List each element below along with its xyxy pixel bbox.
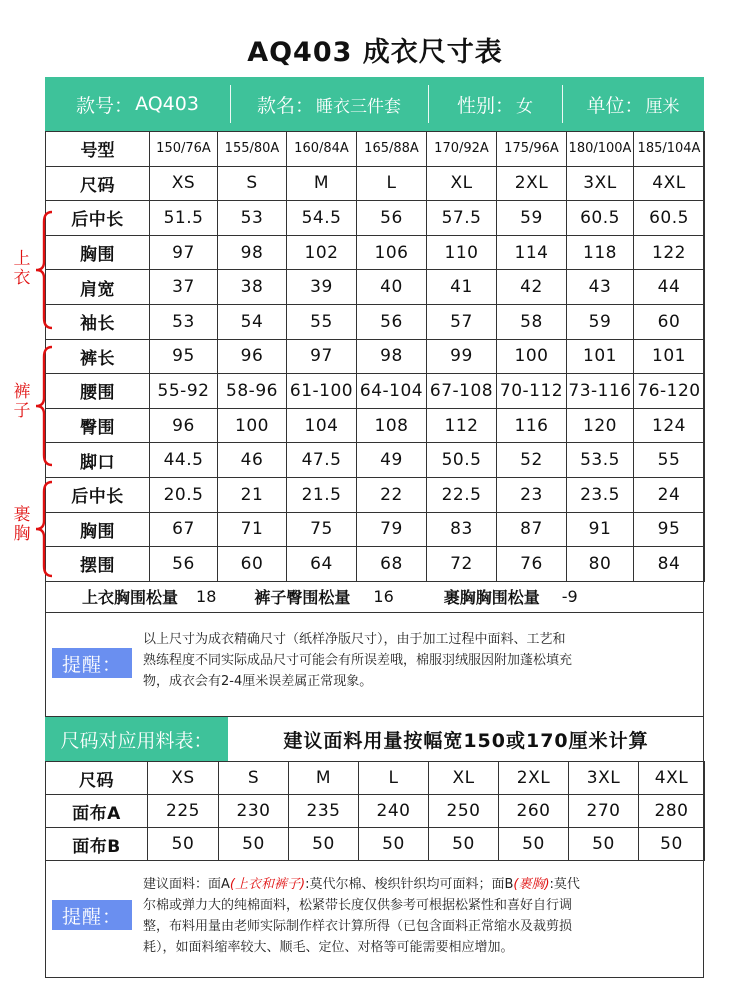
info-header-bar xyxy=(45,77,704,131)
table-cell: 56 xyxy=(357,304,427,339)
row-label: 胸围 xyxy=(46,512,150,547)
pants-ease-label: 裤子臀围松量 xyxy=(254,588,351,607)
gender-value: 女 xyxy=(516,96,533,117)
style-name-key: 款名： xyxy=(256,94,314,117)
table-cell: 83 xyxy=(427,512,497,547)
pants-ease-value: 16 xyxy=(373,587,394,606)
table-row xyxy=(46,339,705,374)
table-cell: 56 xyxy=(357,201,427,236)
table-cell: M xyxy=(289,762,359,795)
table-cell: 110 xyxy=(427,235,497,270)
size-note xyxy=(45,613,704,717)
table-cell: 76 xyxy=(497,547,567,582)
note-line xyxy=(143,874,703,895)
table-cell: 91 xyxy=(567,512,634,547)
gender-cell xyxy=(428,77,562,131)
top-ease-value: 18 xyxy=(196,587,217,606)
table-cell: 72 xyxy=(427,547,497,582)
table-cell: 75 xyxy=(287,512,357,547)
table-cell: 160/84A xyxy=(287,132,357,167)
fabric-header-label: 尺码对应用料表： xyxy=(45,717,228,761)
table-cell: 2XL xyxy=(499,762,569,795)
table-cell: 118 xyxy=(567,235,634,270)
table-row xyxy=(46,547,705,582)
table-cell: 96 xyxy=(150,408,218,443)
table-cell: 41 xyxy=(427,270,497,305)
table-cell: 71 xyxy=(218,512,287,547)
unit-value: 厘米 xyxy=(645,96,680,117)
table-cell: 180/100A xyxy=(567,132,634,167)
note-line: 整，布料用量由老师实际制作样衣计算所得（已包含面料正常缩水及裁剪损 xyxy=(143,919,573,934)
table-cell: 104 xyxy=(287,408,357,443)
table-cell: 68 xyxy=(357,547,427,582)
table-cell: M xyxy=(287,166,357,201)
table-cell: S xyxy=(218,166,287,201)
table-row xyxy=(46,477,705,512)
table-cell: 64 xyxy=(287,547,357,582)
table-cell: 53.5 xyxy=(567,443,634,478)
table-cell: 50 xyxy=(359,828,429,861)
table-cell: 102 xyxy=(287,235,357,270)
fabric-header xyxy=(45,717,704,761)
table-row xyxy=(46,408,705,443)
table-cell: 235 xyxy=(289,795,359,828)
note-segment: :莫代 xyxy=(549,877,580,892)
table-cell: 50 xyxy=(429,828,499,861)
table-cell: 185/104A xyxy=(634,132,705,167)
table-cell: 250 xyxy=(429,795,499,828)
table-cell: 46 xyxy=(218,443,287,478)
table-row xyxy=(46,374,705,409)
table-cell: 225 xyxy=(148,795,219,828)
table-cell: 150/76A xyxy=(150,132,218,167)
size-table xyxy=(45,131,705,582)
table-cell: 55 xyxy=(634,443,705,478)
table-cell: 50 xyxy=(569,828,639,861)
table-cell: 51.5 xyxy=(150,201,218,236)
note-line: 熟练程度不同实际成品尺寸可能会有所误差哦，棉服羽绒服因附加蓬松填充 xyxy=(143,653,573,668)
group-char: 裹 xyxy=(13,505,31,525)
table-cell: 95 xyxy=(150,339,218,374)
table-cell: 49 xyxy=(357,443,427,478)
table-cell: 260 xyxy=(499,795,569,828)
table-cell: 39 xyxy=(287,270,357,305)
fabric-note xyxy=(45,860,704,978)
table-cell: 76-120 xyxy=(634,374,705,409)
group-label-pants xyxy=(12,383,32,421)
table-cell: 57 xyxy=(427,304,497,339)
table-cell: S xyxy=(219,762,289,795)
table-cell: 96 xyxy=(218,339,287,374)
table-cell: 116 xyxy=(497,408,567,443)
table-cell: 64-104 xyxy=(357,374,427,409)
table-row xyxy=(46,828,705,861)
table-cell: 60.5 xyxy=(634,201,705,236)
table-cell: 95 xyxy=(634,512,705,547)
table-cell: 240 xyxy=(359,795,429,828)
bra-ease-value: -9 xyxy=(561,587,578,606)
table-cell: 21 xyxy=(218,477,287,512)
group-char: 子 xyxy=(13,401,31,421)
table-cell: 97 xyxy=(150,235,218,270)
note-highlight: (裹胸) xyxy=(513,877,550,892)
table-row xyxy=(46,762,705,795)
table-cell: XS xyxy=(150,166,218,201)
table-cell: 4XL xyxy=(634,166,705,201)
style-name-cell xyxy=(230,77,428,131)
fabric-header-text: 建议面料用量按幅宽150或170厘米计算 xyxy=(283,729,649,752)
pants-group-brace xyxy=(32,345,54,467)
table-cell: XL xyxy=(427,166,497,201)
row-label: 后中长 xyxy=(46,201,150,236)
table-cell: 58 xyxy=(497,304,567,339)
table-cell: 108 xyxy=(357,408,427,443)
table-cell: 60.5 xyxy=(567,201,634,236)
table-cell: L xyxy=(357,166,427,201)
table-cell: 54.5 xyxy=(287,201,357,236)
table-cell: 42 xyxy=(497,270,567,305)
table-cell: 100 xyxy=(497,339,567,374)
note-line: 耗），如面料缩率较大、顺毛、定位、对格等可能需要相应增加。 xyxy=(143,940,514,955)
table-cell: 52 xyxy=(497,443,567,478)
table-cell: 50.5 xyxy=(427,443,497,478)
table-row xyxy=(46,132,705,167)
bra-ease-label: 裹胸胸围松量 xyxy=(443,588,540,607)
row-label: 面布B xyxy=(46,828,148,861)
row-label: 尺码 xyxy=(46,762,148,795)
row-label: 肩宽 xyxy=(46,270,150,305)
table-row xyxy=(46,235,705,270)
table-cell: 122 xyxy=(634,235,705,270)
table-cell: 60 xyxy=(634,304,705,339)
table-cell: 58-96 xyxy=(218,374,287,409)
unit-key: 单位： xyxy=(586,94,644,117)
page-title: AQ403 成衣尺寸表 xyxy=(247,37,503,68)
table-cell: 50 xyxy=(289,828,359,861)
table-row xyxy=(46,795,705,828)
table-cell: 84 xyxy=(634,547,705,582)
note-segment: 建议面料：面A xyxy=(143,877,230,892)
group-char: 上 xyxy=(13,249,31,269)
row-label: 摆围 xyxy=(46,547,150,582)
table-cell: 50 xyxy=(499,828,569,861)
table-cell: 44 xyxy=(634,270,705,305)
remind-badge: 提醒： xyxy=(52,900,132,930)
table-cell: 50 xyxy=(639,828,705,861)
table-cell: 37 xyxy=(150,270,218,305)
note-segment: :莫代尔棉、梭织针织均可面料；面B xyxy=(305,877,514,892)
table-cell: 170/92A xyxy=(427,132,497,167)
table-row xyxy=(46,270,705,305)
row-label: 胸围 xyxy=(46,235,150,270)
table-cell: 98 xyxy=(357,339,427,374)
table-cell: 47.5 xyxy=(287,443,357,478)
note-line: 物，成衣会有2-4厘米误差属正常现象。 xyxy=(143,674,373,689)
fabric-table xyxy=(45,761,705,861)
table-cell: 22 xyxy=(357,477,427,512)
table-cell: 56 xyxy=(150,547,218,582)
table-cell: 87 xyxy=(497,512,567,547)
row-label: 后中长 xyxy=(46,477,150,512)
group-label-top xyxy=(12,250,32,288)
table-cell: 59 xyxy=(497,201,567,236)
table-cell: L xyxy=(359,762,429,795)
table-cell: 114 xyxy=(497,235,567,270)
table-cell: 23.5 xyxy=(567,477,634,512)
row-label: 脚口 xyxy=(46,443,150,478)
row-label: 臀围 xyxy=(46,408,150,443)
table-cell: 101 xyxy=(567,339,634,374)
table-cell: 57.5 xyxy=(427,201,497,236)
note-line: 以上尺寸为成衣精确尺寸（纸样净版尺寸），由于加工过程中面料、工艺和 xyxy=(143,632,566,647)
table-cell: 4XL xyxy=(639,762,705,795)
table-cell: 21.5 xyxy=(287,477,357,512)
table-cell: 44.5 xyxy=(150,443,218,478)
table-cell: 98 xyxy=(218,235,287,270)
table-row xyxy=(46,166,705,201)
row-label: 腰围 xyxy=(46,374,150,409)
style-no-cell xyxy=(45,77,230,131)
row-label: 尺码 xyxy=(46,166,150,201)
top-group-brace xyxy=(32,210,54,330)
row-label: 袖长 xyxy=(46,304,150,339)
table-cell: 80 xyxy=(567,547,634,582)
table-row xyxy=(46,304,705,339)
bra-group-brace xyxy=(32,480,54,578)
table-cell: 3XL xyxy=(569,762,639,795)
table-cell: 120 xyxy=(567,408,634,443)
table-cell: 106 xyxy=(357,235,427,270)
table-cell: 67 xyxy=(150,512,218,547)
table-cell: 175/96A xyxy=(497,132,567,167)
table-cell: 38 xyxy=(218,270,287,305)
table-cell: 70-112 xyxy=(497,374,567,409)
table-cell: 155/80A xyxy=(218,132,287,167)
table-cell: 59 xyxy=(567,304,634,339)
table-cell: XL xyxy=(429,762,499,795)
table-cell: 40 xyxy=(357,270,427,305)
table-cell: 61-100 xyxy=(287,374,357,409)
table-cell: 165/88A xyxy=(357,132,427,167)
table-cell: 79 xyxy=(357,512,427,547)
table-cell: 101 xyxy=(634,339,705,374)
table-row xyxy=(46,201,705,236)
table-cell: 112 xyxy=(427,408,497,443)
table-cell: 50 xyxy=(148,828,219,861)
table-cell: 270 xyxy=(569,795,639,828)
table-cell: 43 xyxy=(567,270,634,305)
table-cell: 100 xyxy=(218,408,287,443)
table-cell: 97 xyxy=(287,339,357,374)
remind-badge: 提醒： xyxy=(52,648,132,678)
row-label: 号型 xyxy=(46,132,150,167)
table-cell: 2XL xyxy=(497,166,567,201)
style-no-value: AQ403 xyxy=(135,93,199,115)
table-cell: 60 xyxy=(218,547,287,582)
table-cell: 24 xyxy=(634,477,705,512)
table-cell: 124 xyxy=(634,408,705,443)
group-label-bra xyxy=(12,506,32,544)
table-cell: 55 xyxy=(287,304,357,339)
row-label: 裤长 xyxy=(46,339,150,374)
table-cell: 99 xyxy=(427,339,497,374)
table-cell: 280 xyxy=(639,795,705,828)
table-cell: 22.5 xyxy=(427,477,497,512)
group-char: 衣 xyxy=(13,268,31,288)
table-cell: 73-116 xyxy=(567,374,634,409)
table-cell: 67-108 xyxy=(427,374,497,409)
table-cell: XS xyxy=(148,762,219,795)
table-cell: 53 xyxy=(150,304,218,339)
table-cell: 230 xyxy=(219,795,289,828)
table-cell: 20.5 xyxy=(150,477,218,512)
table-row xyxy=(46,512,705,547)
table-cell: 54 xyxy=(218,304,287,339)
group-char: 胸 xyxy=(13,524,31,544)
size-note-text xyxy=(143,629,703,692)
style-no-key: 款号： xyxy=(76,94,134,117)
note-line: 尔棉或弹力大的纯棉面料，松紧带长度仅供参考可根据松紧性和喜好自行调 xyxy=(143,898,573,913)
style-name-value: 睡衣三件套 xyxy=(316,96,401,117)
row-label: 面布A xyxy=(46,795,148,828)
note-highlight: (上衣和裤子) xyxy=(229,877,306,892)
table-cell: 55-92 xyxy=(150,374,218,409)
table-cell: 53 xyxy=(218,201,287,236)
ease-row xyxy=(45,581,704,613)
table-cell: 23 xyxy=(497,477,567,512)
top-ease-label: 上衣胸围松量 xyxy=(82,588,179,607)
table-row xyxy=(46,443,705,478)
table-cell: 50 xyxy=(219,828,289,861)
unit-cell xyxy=(562,77,704,131)
gender-key: 性别： xyxy=(456,94,514,117)
group-char: 裤 xyxy=(13,382,31,402)
table-cell: 3XL xyxy=(567,166,634,201)
fabric-note-text xyxy=(143,874,703,958)
